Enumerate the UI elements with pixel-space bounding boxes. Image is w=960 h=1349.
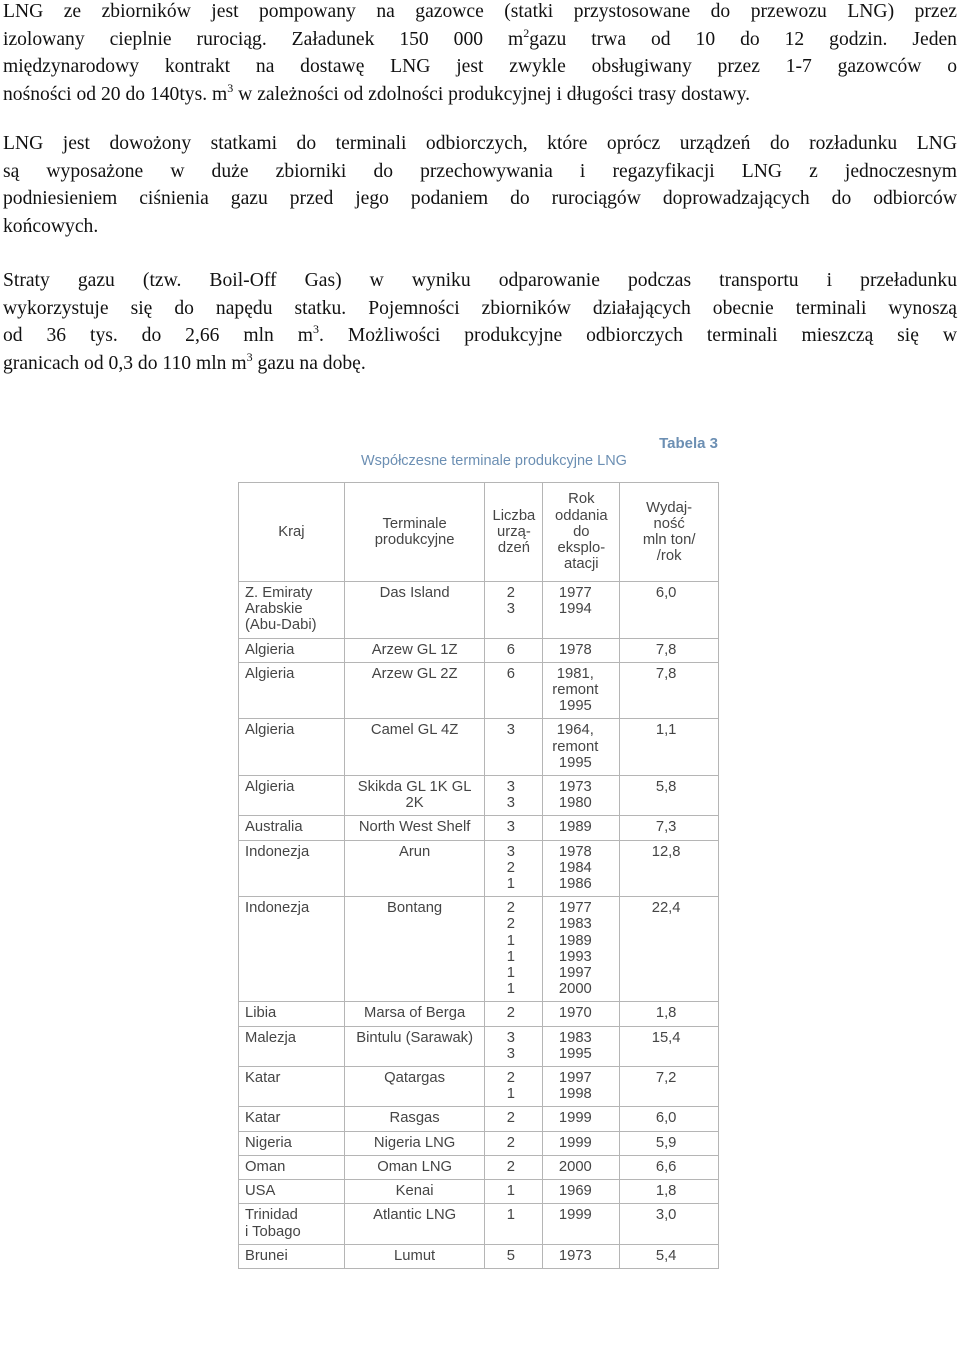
cell-terminal-line: North West Shelf: [358, 819, 471, 836]
cell-year-line: 1989: [558, 819, 592, 836]
cell-capacity: [620, 1107, 719, 1131]
cell-year-line: 1977: [558, 900, 592, 917]
cell-units-line: 1: [506, 981, 516, 998]
cell-year-line: remont: [552, 738, 599, 755]
cell-terminal: [344, 582, 485, 639]
cell-units: [485, 1107, 543, 1131]
cell-units-line: 5: [506, 1247, 516, 1264]
cell-country: [239, 897, 345, 1002]
table-row: [239, 1204, 719, 1244]
header-line: produkcyjne: [374, 532, 455, 548]
cell-country-line: Oman: [245, 1158, 286, 1175]
cell-country-line: Trinidad: [245, 1207, 298, 1224]
cell-year-line: 1969: [558, 1183, 592, 1200]
cell-units: [485, 1026, 543, 1066]
cell-country: [239, 1067, 345, 1107]
cell-terminal-line: Bintulu (Sarawak): [356, 1029, 473, 1046]
cell-capacity-line: 3,0: [655, 1207, 677, 1224]
cell-year: [543, 1107, 620, 1131]
cell-country-line: i Tobago: [245, 1223, 301, 1240]
table-row: [239, 1026, 719, 1066]
cell-capacity: [620, 719, 719, 776]
table-row: [239, 582, 719, 639]
cell-units-line: 2: [506, 1110, 516, 1127]
header-line: Rok: [568, 491, 595, 508]
header-line: ność: [653, 515, 685, 532]
cell-terminal-line: Qatargas: [384, 1070, 446, 1087]
table-number-label: Tabela 3: [659, 435, 718, 452]
cell-country-line: Katar: [245, 1110, 281, 1127]
cell-units-line: 2: [506, 1134, 516, 1151]
table-row: [239, 816, 719, 840]
cell-units: [485, 1244, 543, 1268]
cell-terminal-line: Kenai: [395, 1183, 434, 1200]
cell-units-line: 3: [506, 795, 516, 812]
cell-terminal-line: Arzew GL 2Z: [371, 665, 458, 682]
table-row: [239, 897, 719, 1002]
header-line: /rok: [656, 548, 682, 565]
cell-terminal: [344, 638, 485, 662]
header-country: Kraj: [239, 483, 345, 582]
cell-year-line: 1989: [558, 932, 592, 949]
cell-year-line: 1999: [558, 1110, 592, 1127]
cell-year: [543, 1067, 620, 1107]
cell-units-line: 3: [506, 722, 516, 739]
cell-capacity-line: 1,8: [655, 1183, 677, 1200]
cell-capacity: [620, 1067, 719, 1107]
text-line: podniesieniem ciśnienia gazu przed jego podaniem do rurociągów doprowadzających do odbiorców: [3, 188, 957, 209]
cell-country-line: Algieria: [245, 779, 295, 796]
cell-units: [485, 582, 543, 639]
header-line: Liczba: [492, 507, 536, 524]
cell-terminal: [344, 662, 485, 719]
cell-units: [485, 840, 543, 897]
cell-year: [543, 840, 620, 897]
cell-capacity-line: 7,2: [655, 1070, 677, 1087]
cell-country: [239, 1026, 345, 1066]
cell-country: [239, 1155, 345, 1179]
header-terminal: [344, 483, 485, 582]
header-line: dzeń: [497, 540, 530, 557]
cell-year: [543, 1155, 620, 1179]
cell-capacity: [620, 1026, 719, 1066]
cell-capacity: [620, 1131, 719, 1155]
cell-capacity-line: 15,4: [651, 1029, 681, 1046]
cell-country-line: Algieria: [245, 641, 295, 658]
cell-year: [543, 1204, 620, 1244]
cell-terminal-line: Lumut: [394, 1247, 436, 1264]
cell-terminal: [344, 1155, 485, 1179]
cell-year-line: 1977: [558, 585, 592, 601]
table-row: [239, 1244, 719, 1268]
cell-capacity-line: 1,1: [655, 722, 677, 739]
cell-units-line: 6: [506, 641, 516, 658]
text-line: wykorzystuje się do napędu statku. Pojemności zbiorników działających obecnie terminali wynoszą: [3, 297, 957, 319]
cell-year: [543, 582, 620, 639]
table-row: [239, 719, 719, 776]
cell-units-line: 2: [506, 585, 516, 601]
cell-year: [543, 776, 620, 816]
cell-country-line: Arabskie: [245, 601, 303, 618]
cell-capacity-line: 6,0: [655, 1110, 677, 1127]
text-line: izolowany cieplnie rurociąg. Załadunek 150 000 $m^2gazu$ trwa od 10 do 12 godzin. Jeden: [3, 25, 957, 50]
cell-terminal: [344, 1002, 485, 1026]
cell-year: [543, 1244, 620, 1268]
table-row: [239, 1067, 719, 1107]
cell-units-line: 3: [506, 843, 516, 860]
superscript-exponent: 3: [227, 80, 234, 95]
cell-country-line: Indonezja: [245, 900, 310, 917]
header-line: do: [573, 523, 590, 540]
cell-year: [543, 662, 620, 719]
cell-country-line: Katar: [245, 1070, 281, 1087]
cell-terminal: [344, 1107, 485, 1131]
cell-units: [485, 816, 543, 840]
lng-terminals-table: [238, 482, 719, 1269]
table-row: [239, 1002, 719, 1026]
cell-year: [543, 1002, 620, 1026]
cell-units-line: 2: [506, 1005, 516, 1022]
cell-capacity: [620, 1155, 719, 1179]
cell-year: [543, 1180, 620, 1204]
cell-capacity: [620, 1002, 719, 1026]
table-row: [239, 638, 719, 662]
cell-units-line: 3: [506, 1045, 516, 1062]
cell-units-line: 1: [506, 1086, 516, 1103]
cell-terminal-line: Bontang: [387, 900, 443, 917]
cell-year-line: 1999: [558, 1134, 592, 1151]
cell-terminal-line: Oman LNG: [377, 1158, 453, 1175]
superscript-exponent: 3: [246, 349, 253, 364]
table-title: Współczesne terminale produkcyjne LNG: [361, 453, 627, 469]
cell-country-line: USA: [245, 1183, 276, 1200]
cell-units: [485, 1155, 543, 1179]
text-line: LNG jest dowożony statkami do terminali odbiorczych, które oprócz urządzeń do rozładunku LNG: [3, 133, 957, 154]
cell-units: [485, 719, 543, 776]
cell-units-line: 1: [506, 932, 516, 949]
text-line: międzynarodowy kontrakt na dostawę LNG jest zwykle obsługiwany przez 1-7 gazowców o: [3, 56, 957, 77]
cell-units-line: 2: [506, 916, 516, 933]
cell-units: [485, 1204, 543, 1244]
text-line: są wyposażone w duże zbiorniki do przechowywania i regazyfikacji LNG z jednoczesnym: [3, 160, 957, 182]
header-line: eksplo-: [557, 540, 606, 557]
cell-country: [239, 1107, 345, 1131]
cell-year-line: 1993: [558, 948, 592, 965]
cell-year-line: 1997: [558, 1070, 592, 1087]
cell-units-line: 1: [506, 965, 516, 982]
cell-capacity-line: 7,3: [655, 819, 677, 836]
cell-units-line: 1: [506, 1207, 516, 1224]
cell-year-line: 1964,: [556, 722, 594, 739]
cell-units-line: 2: [506, 859, 516, 876]
cell-country-line: Libia: [245, 1005, 277, 1022]
text-line: Straty gazu (tzw. Boil-Off Gas) w wyniku odparowanie podczas transportu i przeładunku: [3, 270, 957, 291]
cell-year-line: 1986: [558, 876, 592, 893]
cell-year: [543, 1131, 620, 1155]
cell-terminal-line: Rasgas: [389, 1110, 440, 1127]
cell-year: [543, 638, 620, 662]
table-row: [239, 840, 719, 897]
paragraph-lng-loading: [3, 0, 957, 108]
cell-country: [239, 1002, 345, 1026]
cell-units: [485, 638, 543, 662]
cell-units: [485, 776, 543, 816]
cell-country: [239, 582, 345, 639]
cell-year-line: 1995: [558, 698, 592, 715]
cell-capacity-line: 1,8: [655, 1005, 677, 1022]
cell-year-line: 2000: [558, 1158, 592, 1175]
text-line: LNG ze zbiorników jest pompowany na gazowce (statki przystosowane do przewozu LNG) przez: [3, 1, 957, 22]
cell-terminal: [344, 816, 485, 840]
cell-capacity-line: 6,0: [655, 585, 677, 601]
cell-capacity: [620, 1180, 719, 1204]
cell-capacity: [620, 816, 719, 840]
cell-year-line: 1981,: [556, 665, 594, 682]
cell-terminal-line: Arun: [398, 843, 431, 860]
cell-year-line: 1995: [558, 1045, 592, 1062]
cell-terminal: [344, 1131, 485, 1155]
cell-capacity: [620, 638, 719, 662]
header-year: [543, 483, 620, 582]
table-row: [239, 1131, 719, 1155]
table-row: [239, 1180, 719, 1204]
cell-capacity: [620, 582, 719, 639]
cell-year-line: 1983: [558, 1029, 592, 1046]
cell-capacity-line: 12,8: [651, 843, 681, 860]
header-line: Wydaj-: [646, 499, 693, 516]
cell-units-line: 3: [506, 779, 516, 796]
cell-year-line: 1973: [558, 779, 592, 796]
paragraph-boil-off-gas: [3, 267, 957, 377]
cell-units: [485, 1067, 543, 1107]
cell-capacity: [620, 897, 719, 1002]
header-line: atacji: [564, 556, 599, 573]
table-row: [239, 1107, 719, 1131]
cell-units-line: 2: [506, 1158, 516, 1175]
cell-year-line: 2000: [558, 981, 592, 998]
cell-country: [239, 1131, 345, 1155]
cell-country-line: Brunei: [245, 1247, 288, 1264]
cell-year-line: 1978: [558, 641, 592, 658]
cell-units-line: 6: [506, 665, 516, 682]
cell-terminal: [344, 897, 485, 1002]
cell-capacity-line: 22,4: [651, 900, 681, 917]
cell-terminal: [344, 1204, 485, 1244]
cell-year-line: 1984: [558, 859, 592, 876]
cell-year-line: 1978: [558, 843, 592, 860]
header-line: oddania: [554, 507, 608, 524]
cell-country-line: (Abu-Dabi): [245, 617, 317, 634]
cell-terminal: [344, 1067, 485, 1107]
cell-capacity-line: 5,8: [655, 779, 677, 796]
cell-country-line: Z. Emiraty: [245, 585, 313, 601]
cell-units-line: 1: [506, 876, 516, 893]
header-units: [485, 483, 543, 582]
cell-units: [485, 1180, 543, 1204]
cell-capacity-line: 6,6: [655, 1158, 677, 1175]
table-row: [239, 662, 719, 719]
cell-units: [485, 662, 543, 719]
cell-units: [485, 897, 543, 1002]
table-body: [239, 582, 719, 1269]
cell-units: [485, 1002, 543, 1026]
cell-year-line: 1970: [558, 1005, 592, 1022]
cell-units-line: 2: [506, 900, 516, 917]
cell-capacity: [620, 1244, 719, 1268]
cell-country: [239, 776, 345, 816]
superscript-exponent: 2: [523, 25, 530, 40]
cell-year-line: 1999: [558, 1207, 592, 1224]
cell-terminal-line: Nigeria LNG: [373, 1134, 456, 1151]
cell-country: [239, 662, 345, 719]
paragraph-lng-receiving-terminals: [3, 130, 957, 240]
cell-capacity-line: 5,4: [655, 1247, 677, 1264]
cell-units-line: 2: [506, 1070, 516, 1087]
cell-country-line: Algieria: [245, 665, 295, 682]
header-capacity: [620, 483, 719, 582]
cell-country: [239, 638, 345, 662]
cell-capacity-line: 5,9: [655, 1134, 677, 1151]
text-line: końcowych.: [3, 215, 99, 237]
cell-units-line: 3: [506, 819, 516, 836]
cell-year-line: 1995: [558, 754, 592, 771]
cell-year-line: 1973: [558, 1247, 592, 1264]
header-line: mln ton/: [642, 532, 696, 548]
cell-units-line: 3: [506, 1029, 516, 1046]
header-line: Terminale: [382, 515, 447, 532]
cell-country: [239, 1204, 345, 1244]
cell-terminal-line: Skikda GL 1K GL: [357, 779, 472, 796]
superscript-exponent: 3: [313, 322, 320, 336]
cell-country: [239, 840, 345, 897]
cell-country-line: Malezja: [245, 1029, 296, 1046]
cell-year: [543, 897, 620, 1002]
cell-capacity: [620, 840, 719, 897]
text-line: granicach od 0,3 do 110 mln $m^3$ gazu na dobę.: [3, 349, 366, 374]
cell-terminal-line: Marsa of Berga: [364, 1005, 466, 1022]
cell-terminal-line: Atlantic LNG: [373, 1207, 457, 1224]
cell-year-line: 1980: [558, 795, 592, 812]
cell-country: [239, 816, 345, 840]
cell-capacity: [620, 662, 719, 719]
cell-terminal-line: 2K: [405, 795, 424, 812]
header-line: urzą-: [497, 523, 531, 540]
cell-capacity-line: 7,8: [655, 641, 677, 658]
cell-terminal: [344, 776, 485, 816]
cell-terminal: [344, 1244, 485, 1268]
cell-year: [543, 816, 620, 840]
table-header-row: [239, 483, 719, 582]
cell-terminal: [344, 719, 485, 776]
cell-units: [485, 1131, 543, 1155]
cell-terminal: [344, 1180, 485, 1204]
cell-units-line: 3: [506, 601, 516, 618]
table-row: [239, 1155, 719, 1179]
cell-terminal: [344, 1026, 485, 1066]
cell-country-line: Australia: [245, 819, 303, 836]
cell-country: [239, 719, 345, 776]
cell-terminal: [344, 840, 485, 897]
cell-country: [239, 1244, 345, 1268]
cell-year-line: 1983: [558, 916, 592, 933]
cell-terminal-line: Das Island: [379, 585, 450, 601]
cell-units-line: 1: [506, 948, 516, 965]
cell-capacity: [620, 776, 719, 816]
cell-capacity: [620, 1204, 719, 1244]
text-line: od 36 tys. do 2,66 mln $m^3$. Możliwości produkcyjne odbiorczych terminali mieszczą się w: [3, 322, 958, 346]
cell-terminal-line: Camel GL 4Z: [370, 722, 459, 739]
cell-year-line: 1994: [558, 601, 592, 618]
cell-country-line: Nigeria: [245, 1134, 292, 1151]
cell-country-line: Indonezja: [245, 843, 310, 860]
cell-country: [239, 1180, 345, 1204]
cell-terminal-line: Arzew GL 1Z: [371, 641, 458, 658]
text-line: nośności od 20 do 140tys. $m^3$ w zależności od zdolności produkcyjnej i długości trasy dostawy.: [3, 80, 751, 105]
cell-capacity-line: 7,8: [655, 665, 677, 682]
cell-units-line: 1: [506, 1183, 516, 1200]
cell-year: [543, 719, 620, 776]
table-row: [239, 776, 719, 816]
cell-year-line: 1997: [558, 965, 592, 982]
cell-country-line: Algieria: [245, 722, 295, 739]
cell-year: [543, 1026, 620, 1066]
cell-year-line: 1998: [558, 1086, 592, 1103]
cell-year-line: remont: [552, 682, 599, 699]
